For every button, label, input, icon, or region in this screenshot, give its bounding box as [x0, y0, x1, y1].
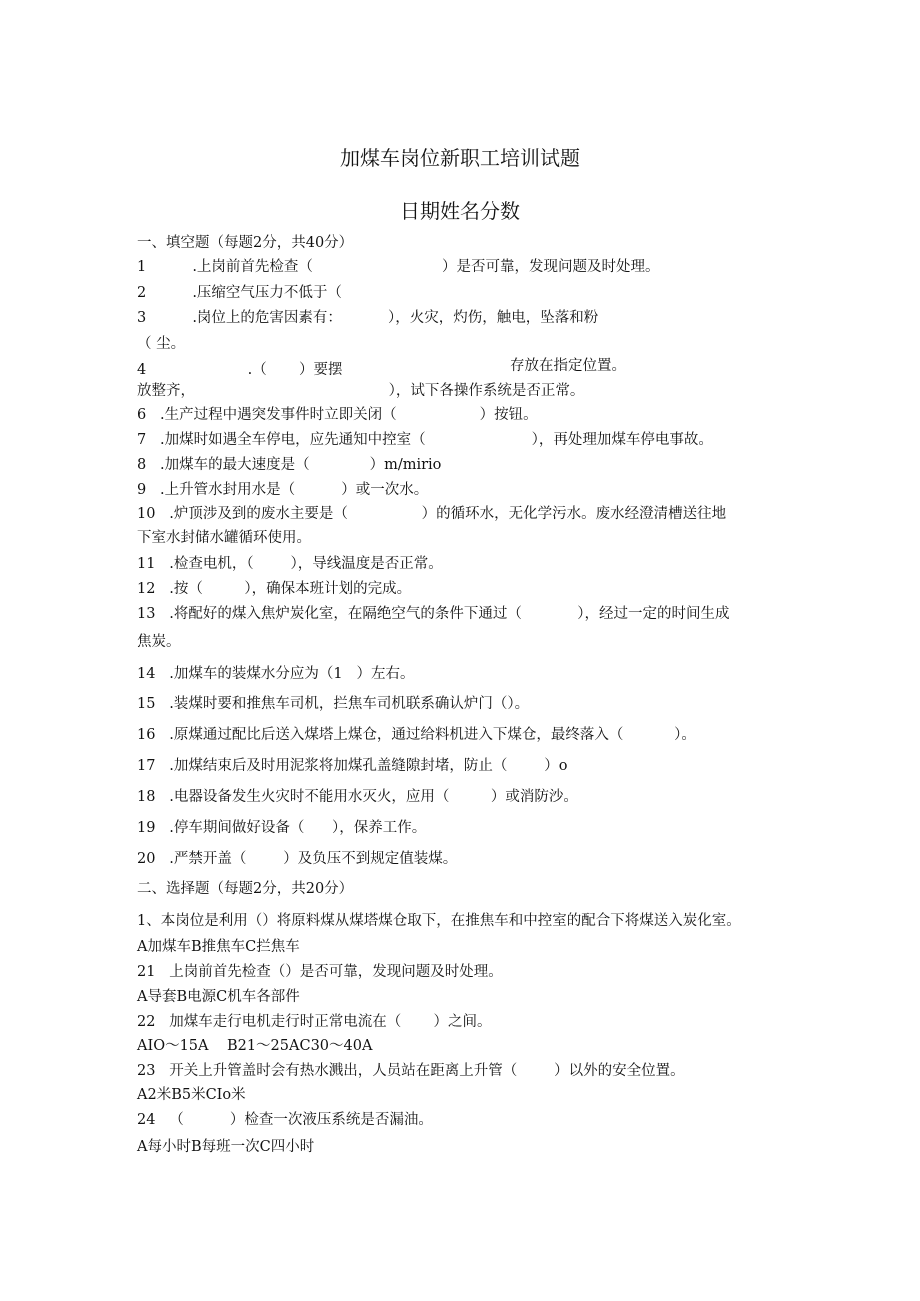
question-10: 10 .炉顶涉及到的废水主要是（ ）的循环水，无化学污水。废水经澄清槽送往地: [137, 506, 727, 522]
question-17: 17 .加煤结束后及时用泥浆将加煤孔盖缝隙封堵，防止（ ）o: [137, 758, 568, 774]
question-8: 8 .加煤车的最大速度是（ ）m/mirio: [137, 457, 442, 473]
question-4-right: 存放在指定位置。: [510, 358, 626, 374]
choice-21-options: A导套B电源C机车各部件: [137, 989, 300, 1005]
question-20: 20 .严禁开盖（ ）及负压不到规定值装煤。: [137, 851, 458, 867]
question-4: 4 .（ ）要摆: [137, 362, 343, 378]
question-1: 1 .上岗前首先检查（ ）是否可靠，发现问题及时处理。: [137, 259, 660, 275]
choice-1: 1、本岗位是利用（）将原料煤从煤塔煤仓取下，在推焦车和中控室的配合下将煤送入炭化室。: [137, 913, 741, 929]
section2-heading: 二、选择题（每题2分，共20分）: [137, 881, 354, 897]
question-6: 6 .生产过程中遇突发事件时立即关闭（ ）按钮。: [137, 407, 538, 423]
choice-1-options: A加煤车B推焦车C拦焦车: [137, 939, 300, 955]
choice-23-options: A2米B5米CIo米: [137, 1087, 246, 1103]
question-7: 7 .加煤时如遇全车停电，应先通知中控室（ ），再处理加煤车停电事故。: [137, 432, 713, 448]
question-13: 13 .将配好的煤入焦炉炭化室，在隔绝空气的条件下通过（ ），经过一定的时间生成: [137, 606, 730, 622]
question-15: 15 .装煤时要和推焦车司机，拦焦车司机联系确认炉门（）。: [137, 696, 530, 712]
choice-24-options: A每小时B每班一次C四小时: [137, 1139, 315, 1155]
question-2: 2 .压缩空气压力不低于（: [137, 285, 342, 301]
question-13-cont: 焦炭。: [137, 634, 181, 650]
question-18: 18 .电器设备发生火灾时不能用水灭火，应用（ ）或消防沙。: [137, 789, 578, 805]
question-3: 3 .岗位上的危害因素有： ），火灾，灼伤，触电，坠落和粉: [137, 310, 599, 326]
doc-subtitle: 日期姓名分数: [400, 199, 520, 223]
question-19: 19 .停车期间做好设备（ ），保养工作。: [137, 820, 427, 836]
section1-heading: 一、填空题（每题2分，共40分）: [137, 235, 354, 251]
choice-23: 23 开关上升管盖时会有热水溅出，人员站在距离上升管（ ）以外的安全位置。: [137, 1063, 685, 1079]
question-10-cont: 下室水封储水罐循环使用。: [137, 530, 311, 546]
choice-24: 24 （ ）检查一次液压系统是否漏油。: [137, 1112, 433, 1128]
choice-21: 21 上岗前首先检查（）是否可靠，发现问题及时处理。: [137, 964, 503, 980]
question-12: 12 .按（ ），确保本班计划的完成。: [137, 581, 412, 597]
question-9: 9 .上升管水封用水是（ ）或一次水。: [137, 482, 429, 498]
question-16: 16 .原煤通过配比后送入煤塔上煤仓，通过给料机进入下煤仓，最终落入（ ）。: [137, 727, 696, 743]
question-5: 放整齐， ），试下各操作系统是否正常。: [137, 383, 585, 399]
choice-22: 22 加煤车走行电机走行时正常电流在（ ）之间。: [137, 1014, 492, 1030]
choice-22-options: AIO～15A B21～25AC30～40A: [137, 1038, 373, 1054]
question-11: 11 .检查电机，（ ），导线温度是否正常。: [137, 556, 443, 572]
doc-title: 加煤车岗位新职工培训试题: [340, 146, 580, 170]
question-3-cont: （ 尘。: [137, 336, 186, 352]
question-14: 14 .加煤车的装煤水分应为（1 ）左右。: [137, 666, 415, 682]
